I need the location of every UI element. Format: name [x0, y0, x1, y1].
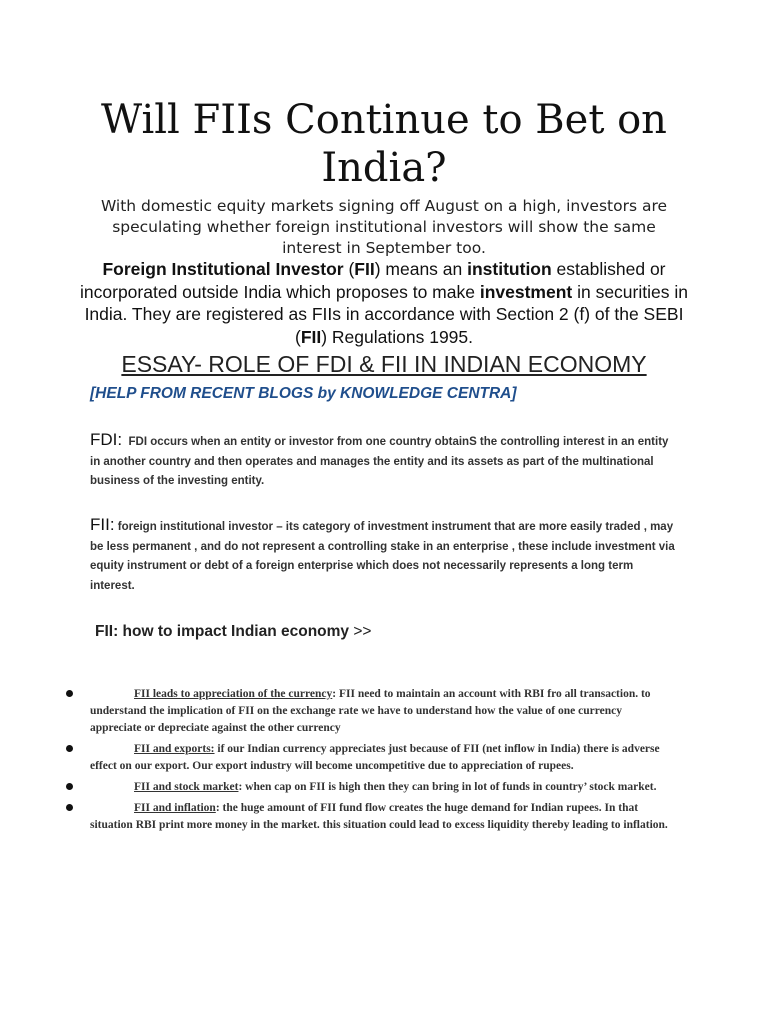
impact-heading — [95, 622, 595, 642]
definition-text: ( — [343, 259, 355, 279]
bullet-key: FII leads to appreciation of the currency — [134, 688, 333, 700]
subtitle: With domestic equity markets signing off August on a high, investors are speculating whether foreign institutional investors will show the same interest in September too. — [100, 197, 668, 257]
list-item — [64, 741, 674, 775]
list-item — [64, 800, 674, 834]
bullet-icon — [66, 690, 73, 697]
bullet-key: FII and exports: — [134, 743, 215, 755]
fdi-text: FDI occurs when an entity or investor from one country obtainS the controlling interest in an entity in another country and then operates and manages the entity and its assets as part of the multinational business of the investing entity. — [90, 436, 669, 487]
definition-bold-term: investment — [479, 281, 573, 302]
fii-text: foreign institutional investor – its category of investment instrument that are more easily traded , may be less permanent , and do not represent a controlling stake in an enterprise , these include investment via equity instrument or debt of a foreign enterprise which does not necessarily represents a long term interest. — [90, 521, 675, 592]
bullet-icon — [66, 804, 73, 811]
definition-text: ) Regulations 1995. — [321, 326, 474, 347]
bullet-icon — [66, 783, 73, 790]
essay-heading: ESSAY- ROLE OF FDI & FII IN INDIAN ECONOMY — [121, 351, 647, 377]
fii-paragraph — [90, 515, 680, 596]
bullet-body: : FII need to maintain an account with RBI fro all transaction. to understand the implication of FII on the exchange rate we have to understand how the value of one currency appreciate or depreciate against the other currency — [90, 688, 651, 734]
bullet-text — [90, 800, 674, 834]
fdi-paragraph — [90, 430, 680, 492]
definition-text: in securities in India. They are registered as FIIs in accordance with Section 2 (f) of the SEBI ( — [84, 281, 688, 347]
fdi-term: FDI: — [90, 430, 123, 449]
bullet-text — [90, 686, 674, 737]
bullet-body: if our Indian currency appreciates just because of FII (net inflow in India) there is adverse effect on our export. Our export industry will become uncompetitive due to appreciation of rupees. — [90, 743, 660, 772]
bullet-body: : when cap on FII is high then they can bring in lot of funds in country’ stock market. — [238, 781, 657, 793]
definition-bold-term: FII — [300, 326, 322, 347]
impact-heading-label: FII: how to impact Indian economy — [95, 623, 350, 640]
bullet-text — [90, 779, 674, 796]
bullet-key: FII and inflation — [134, 802, 216, 814]
definition-text: established or incorporated outside India which proposes to make — [80, 259, 666, 302]
bullet-key: FII and stock market — [134, 781, 239, 793]
definition-text: ) means an — [374, 259, 468, 279]
definition-bold-term: FII — [354, 259, 375, 279]
bullet-text — [90, 741, 674, 775]
bullet-icon — [66, 745, 73, 752]
bullet-body: : the huge amount of FII fund flow creates the huge demand for Indian rupees. In that situation RBI print more money in the market. this situation could lead to excess liquidity thereby leading to inflation. — [90, 802, 668, 831]
definition-bold-term: institution — [467, 259, 552, 279]
list-item — [64, 779, 674, 796]
definition-bold-term: Foreign Institutional Investor — [102, 259, 344, 279]
fii-term: FII: — [90, 515, 115, 534]
list-item — [64, 686, 674, 737]
page-title: Will FIIs Continue to Bet on India? — [101, 97, 667, 191]
impact-heading-suffix: >> — [353, 623, 372, 640]
impact-bullet-list — [64, 686, 674, 834]
help-credit-line: [HELP FROM RECENT BLOGS by KNOWLEDGE CENTRA] — [90, 385, 517, 402]
fii-definition — [74, 258, 694, 348]
